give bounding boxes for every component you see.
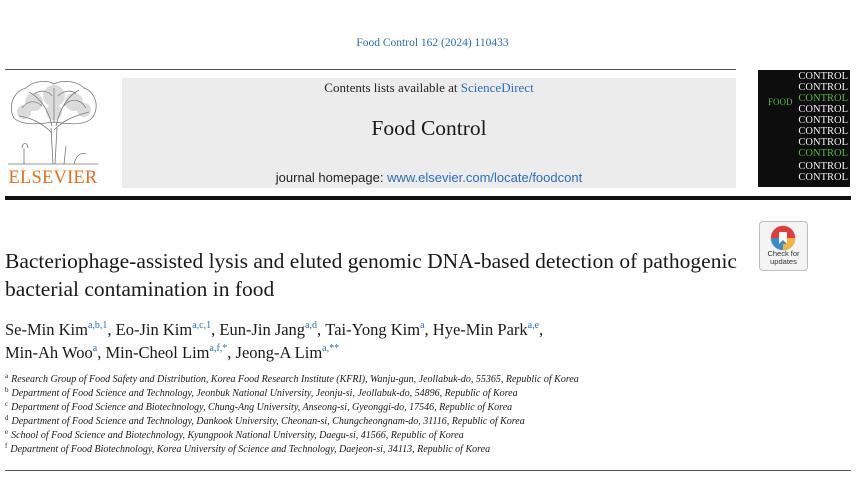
affiliation-text: Department of Food Biotechnology, Korea University of Science and Technology, Daejeon-si, 34113, Republic of Korea bbox=[10, 444, 491, 455]
cover-word: CONTROL bbox=[798, 104, 848, 115]
journal-banner bbox=[122, 78, 736, 188]
author-entry bbox=[5, 320, 116, 339]
journal-cover-thumbnail[interactable] bbox=[758, 70, 850, 187]
author-separator: , bbox=[211, 320, 220, 339]
author-affiliation-marks[interactable]: a,b,1 bbox=[87, 320, 108, 331]
author-separator: , bbox=[107, 320, 116, 339]
affiliation-key: f bbox=[5, 442, 8, 450]
author-entry bbox=[325, 320, 433, 339]
author-affiliation-marks[interactable]: a bbox=[420, 320, 425, 331]
author-entry bbox=[105, 343, 235, 362]
check-for-updates-button[interactable] bbox=[759, 221, 808, 271]
author-affiliation-marks[interactable]: a,e bbox=[527, 320, 540, 331]
crossmark-icon bbox=[769, 225, 797, 251]
affiliation-item bbox=[5, 387, 845, 401]
contents-availability bbox=[122, 80, 736, 96]
author-affiliation-marks[interactable]: a,** bbox=[322, 343, 340, 354]
cover-food-word: FOOD bbox=[768, 97, 793, 107]
author-entry bbox=[433, 320, 543, 339]
author-name[interactable]: Jeong-A Lim bbox=[235, 343, 323, 362]
author-name[interactable]: Tai-Yong Kim bbox=[325, 320, 421, 339]
homepage-prefix: journal homepage: bbox=[275, 170, 388, 185]
cover-word: CONTROL bbox=[798, 148, 848, 159]
affiliation-item bbox=[5, 443, 845, 457]
affiliation-text: School of Food Science and Biotechnology, Kyungpook National University, Daegu-si, 41566, Republic of Korea bbox=[11, 430, 464, 441]
elsevier-wordmark: ELSEVIER bbox=[8, 168, 98, 188]
contents-prefix: Contents lists available at bbox=[324, 80, 461, 95]
author-entry bbox=[219, 320, 325, 339]
author-affiliation-marks[interactable]: a,d bbox=[305, 320, 318, 331]
check-for-updates-label bbox=[760, 250, 807, 266]
author-separator: , bbox=[424, 320, 433, 339]
author-name[interactable]: Eun-Jin Jang bbox=[219, 320, 306, 339]
cfu-line-1: Check for bbox=[767, 249, 800, 258]
author-entry bbox=[236, 343, 340, 362]
affiliation-key: d bbox=[5, 414, 9, 422]
author-affiliation-marks[interactable]: a,f,* bbox=[209, 343, 228, 354]
affiliation-item bbox=[5, 373, 845, 387]
affiliation-item bbox=[5, 415, 845, 429]
affiliation-key: a bbox=[5, 372, 9, 380]
author-affiliation-marks[interactable]: a,c,1 bbox=[192, 320, 212, 331]
cover-word: CONTROL bbox=[798, 115, 848, 126]
author-separator: , bbox=[227, 343, 236, 362]
cover-word: CONTROL bbox=[798, 126, 848, 137]
author-name[interactable]: Min-Ah Woo bbox=[5, 343, 93, 362]
affiliation-item bbox=[5, 401, 845, 415]
author-list bbox=[5, 318, 765, 364]
affiliation-key: c bbox=[5, 400, 9, 408]
affiliation-item bbox=[5, 429, 845, 443]
affiliations-bottom-rule bbox=[5, 470, 851, 471]
cover-word: CONTROL bbox=[798, 82, 848, 93]
article-title: Bacteriophage-assisted lysis and eluted genomic DNA-based detection of pathogenic bacterial contamination in food bbox=[5, 249, 737, 301]
header-bottom-rule bbox=[5, 196, 851, 200]
cover-word: CONTROL bbox=[798, 93, 848, 104]
journal-citation-link[interactable]: Food Control 162 (2024) 110433 bbox=[356, 37, 509, 49]
author-affiliation-marks[interactable]: a bbox=[92, 343, 98, 354]
author-separator: , bbox=[97, 343, 106, 362]
author-separator: , bbox=[317, 320, 326, 339]
author-name[interactable]: Min-Cheol Lim bbox=[105, 343, 210, 362]
affiliation-key: b bbox=[5, 386, 9, 394]
affiliation-text: Department of Food Science and Technology, Jeonbuk National University, Jeonju-si, Jeollabuk-do, 54896, Republic of Korea bbox=[11, 388, 518, 399]
journal-homepage bbox=[122, 170, 736, 185]
homepage-link[interactable]: www.elsevier.com/locate/foodcont bbox=[387, 170, 583, 185]
cfu-line-2: updates bbox=[770, 257, 797, 266]
sciencedirect-link[interactable]: ScienceDirect bbox=[460, 80, 534, 95]
cover-word: CONTROL bbox=[798, 172, 848, 183]
author-separator: , bbox=[539, 320, 544, 339]
affiliation-list bbox=[5, 373, 845, 457]
affiliation-key: e bbox=[5, 428, 9, 436]
author-name[interactable]: Hye-Min Park bbox=[432, 320, 528, 339]
author-name[interactable]: Eo-Jin Kim bbox=[115, 320, 193, 339]
cover-word: CONTROL bbox=[798, 137, 848, 148]
author-entry bbox=[5, 343, 105, 362]
affiliation-text: Department of Food Science and Technology, Dankook University, Cheonan-si, Chungcheongnam-do, 31116, Republic of Korea bbox=[11, 416, 525, 427]
author-name[interactable]: Se-Min Kim bbox=[5, 320, 88, 339]
author-entry bbox=[116, 320, 220, 339]
journal-title: Food Control bbox=[371, 116, 487, 140]
header-top-rule bbox=[5, 69, 736, 70]
affiliation-text: Research Group of Food Safety and Distribution, Korea Food Research Institute (KFRI), Wanju-gun, Jeollabuk-do, 55365, Republic of Korea bbox=[11, 374, 579, 385]
cover-word: CONTROL bbox=[798, 71, 848, 82]
cover-word: CONTROL bbox=[798, 161, 848, 172]
affiliation-text: Department of Food Science and Biotechnology, Chung-Ang University, Anseong-si, Gyeonggi-do, 17546, Republic of Korea bbox=[11, 402, 513, 413]
